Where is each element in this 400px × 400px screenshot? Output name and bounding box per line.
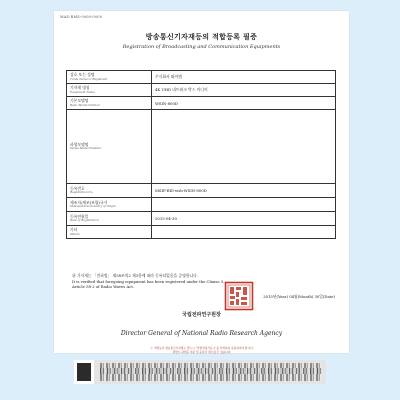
field-label: [67, 184, 152, 198]
statement-korean: 위 기자재는 「전파법」 제58조의2 제3항에 따라 등록되었음을 증명합니다.: [72, 273, 198, 278]
title-korean: 방송통신기자재등의 적합등록 필증: [145, 32, 258, 41]
table-row: [67, 97, 336, 110]
field-value: [152, 110, 336, 184]
illegible-stamp-text-line: [100, 368, 322, 374]
legal-notice: [82, 346, 322, 354]
notice-line1: ※ 적합등록 방송통신기자재는 반드시 “적합성평가표시”를 부착하여 유통하여야 합니다.: [150, 346, 254, 350]
label-english: Date of Registration: [70, 218, 99, 223]
registration-date-value: 2015-04-30: [155, 216, 177, 221]
field-value: [152, 226, 336, 239]
label-korean: 기타: [70, 227, 78, 233]
field-label: [67, 198, 152, 212]
field-value: [152, 184, 336, 198]
field-label: [67, 84, 152, 97]
label-english: Trade Name or Registrant: [70, 76, 108, 81]
table-row: [67, 71, 336, 84]
official-seal-icon: [224, 281, 254, 311]
label-korean: 기본모델명: [70, 98, 89, 104]
table-row: [67, 84, 336, 97]
certificate-document: [54, 11, 349, 353]
statement-english-line1: It is verified that foregoing equipment has been registered under the Clause 3,: [72, 278, 225, 284]
label-english: Equipment Name: [70, 89, 95, 94]
field-label: [67, 71, 152, 84]
issuer-korean: 국립전파연구원장: [182, 312, 221, 318]
table-row: [67, 198, 336, 212]
notice-line2: 위반시 과태료 처분 및 등록이 취소될 수 있습니다.: [172, 350, 232, 354]
label-korean: 제조자/제조(조립)국가: [70, 199, 108, 205]
table-row: [67, 226, 336, 239]
label-korean: 등록번호: [70, 185, 85, 191]
label-korean: 파생모델명: [70, 141, 89, 147]
label-english: Registration No.: [70, 190, 94, 195]
basic-model-value: WSIN-800D: [155, 100, 178, 106]
field-value: [152, 212, 336, 226]
field-label: [67, 226, 152, 239]
stamp-icon: [74, 360, 94, 384]
table-row: [67, 212, 336, 226]
field-value: [152, 84, 336, 97]
field-value: [152, 97, 336, 110]
label-english: Manufacturer/Country of Origin: [70, 204, 116, 209]
certification-statement: [72, 273, 334, 290]
issue-date: 2015년(Year) 04월(Month) 30일(Date): [263, 294, 335, 299]
registration-number-value: MSIP-REI-wsh-WSIN-800D: [155, 188, 207, 193]
label-english: Others: [70, 231, 80, 236]
title-english: Registration of Broadcasting and Communication Equipments: [122, 44, 281, 50]
label-korean: 기자재 명칭: [70, 85, 90, 91]
statement-english-line2: Article 58-2 of Radio Waves Act.: [72, 284, 135, 289]
label-korean: 등록연월일: [70, 213, 89, 219]
field-value: [152, 198, 336, 212]
label-korean: 상호 또는 성명: [70, 72, 95, 78]
field-label: [67, 97, 152, 110]
table-row: [67, 110, 336, 184]
label-english: Series Model Number: [70, 146, 102, 151]
table-row: [67, 184, 336, 198]
registration-table: [66, 70, 336, 239]
field-label: [67, 110, 152, 184]
equipment-name-value: 4K UHD 네트워크 박스 미디어: [155, 87, 208, 92]
document-number: MAS-RMS-0000-0000: [60, 15, 103, 19]
issuer-english: Director General of National Radio Research Agency: [120, 330, 283, 337]
field-label: [67, 212, 152, 226]
trade-name-value: 주식회사 와이엠: [155, 74, 182, 79]
field-value: [152, 71, 336, 84]
label-english: Basic Model Number: [70, 102, 100, 107]
